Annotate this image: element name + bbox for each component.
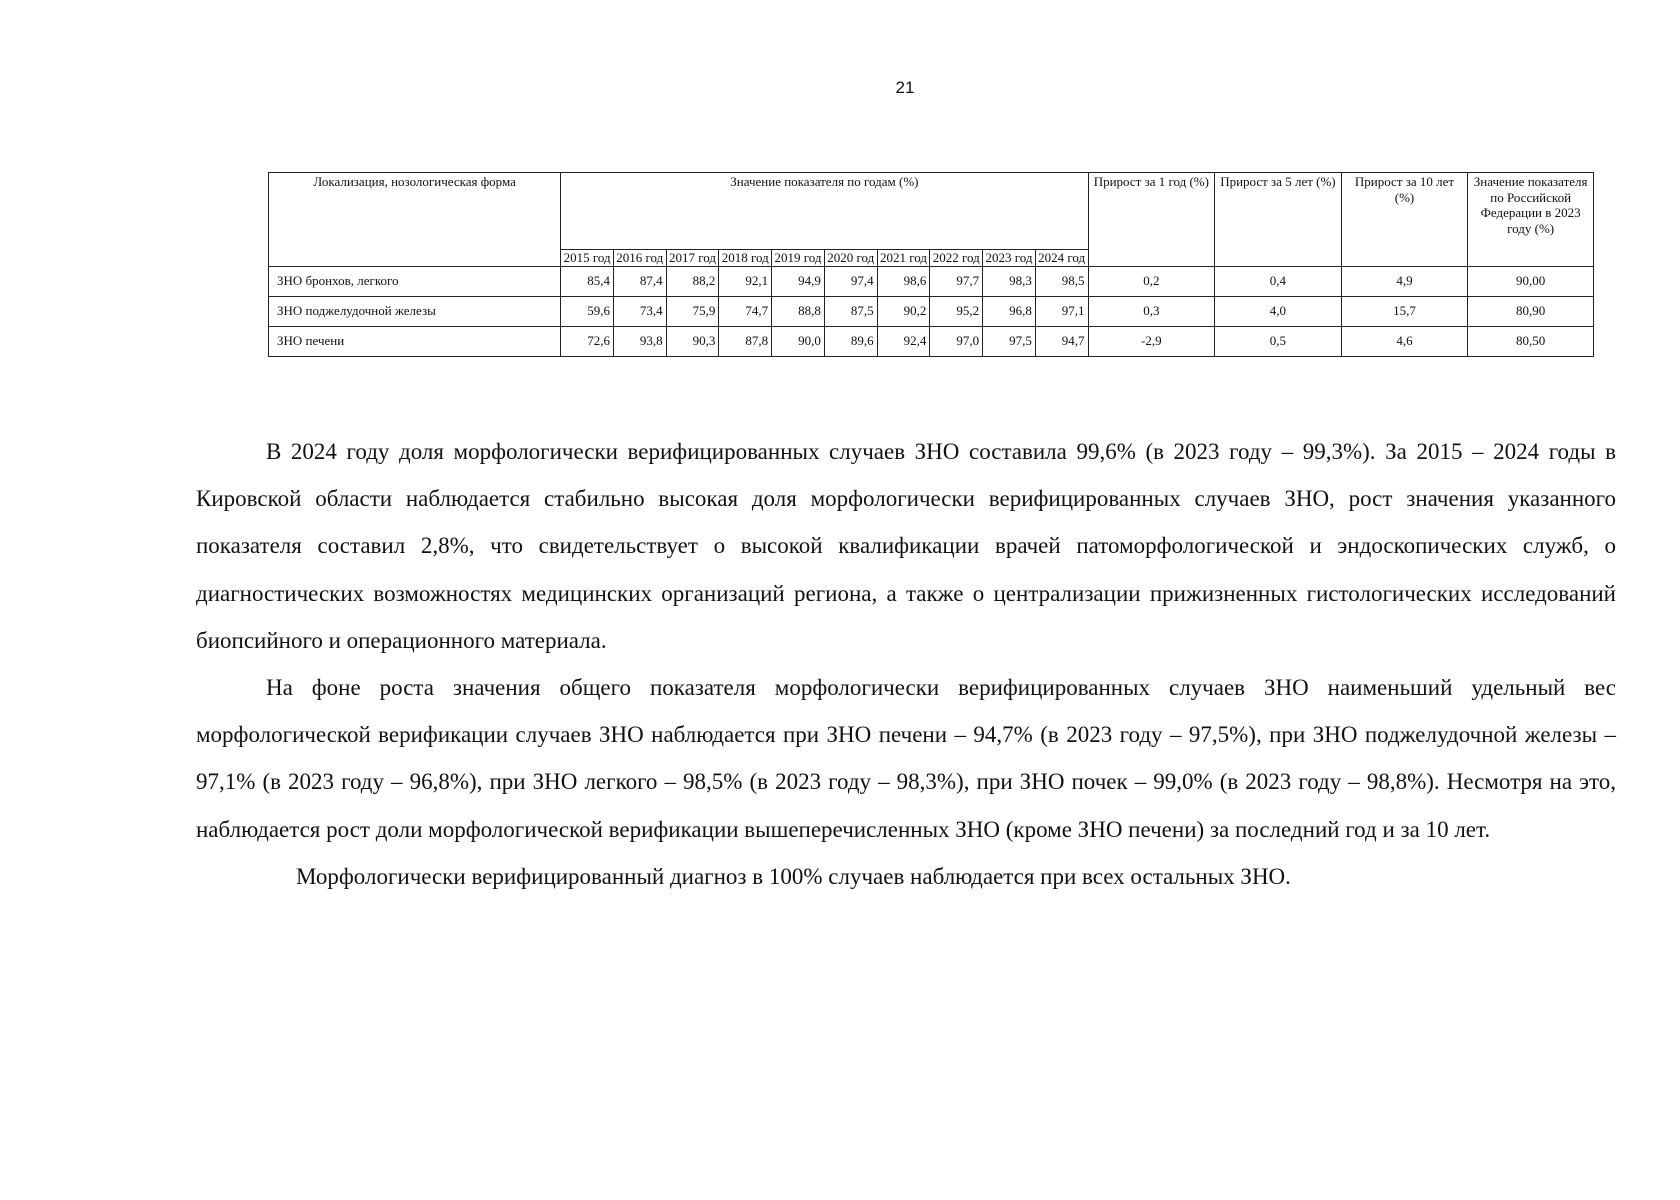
header-growth-5y: Прирост за 5 лет (%)	[1215, 173, 1342, 267]
body-text	[196, 428, 1616, 900]
year-value: 75,9	[666, 296, 719, 326]
year-value: 98,6	[877, 266, 930, 296]
year-header: 2020 год	[824, 250, 877, 267]
table-header-row	[269, 173, 1594, 250]
year-value: 94,7	[1035, 326, 1088, 356]
row-name: ЗНО печени	[269, 326, 561, 356]
growth-10y-value: 4,6	[1341, 326, 1468, 356]
table-row	[269, 326, 1594, 356]
paragraph: В 2024 году доля морфологически верифицированных случаев ЗНО составила 99,6% (в 2023 году – 99,3%). За 2015 – 2024 годы в Кировской области наблюдается стабильно высокая доля морфологически верифицированных случаев ЗНО, рост значения указанного показателя составил 2,8%, что свидетельствует о высокой квалификации врачей патоморфологической и эндоскопических служб, о диагностических возможностях медицинских организаций региона, а также о централизации прижизненных гистологических исследований биопсийного и операционного материала.	[196, 439, 1616, 653]
year-value: 93,8	[613, 326, 666, 356]
header-rf-value: Значение показателя по Российской Федерации в 2023 году (%)	[1468, 173, 1594, 267]
row-name: ЗНО поджелудочной железы	[269, 296, 561, 326]
year-value: 90,2	[877, 296, 930, 326]
rf-value: 80,90	[1468, 296, 1594, 326]
row-name: ЗНО бронхов, легкого	[269, 266, 561, 296]
year-value: 92,4	[877, 326, 930, 356]
year-value: 97,1	[1035, 296, 1088, 326]
growth-10y-value: 4,9	[1341, 266, 1468, 296]
year-header: 2021 год	[877, 250, 930, 267]
year-value: 59,6	[561, 296, 614, 326]
year-value: 97,0	[930, 326, 983, 356]
year-value: 95,2	[930, 296, 983, 326]
year-value: 85,4	[561, 266, 614, 296]
year-value: 88,8	[772, 296, 825, 326]
year-value: 97,7	[930, 266, 983, 296]
header-growth-1y: Прирост за 1 год (%)	[1088, 173, 1215, 267]
year-value: 97,5	[983, 326, 1036, 356]
year-header: 2022 год	[930, 250, 983, 267]
year-header: 2023 год	[983, 250, 1036, 267]
year-header: 2024 год	[1035, 250, 1088, 267]
growth-5y-value: 4,0	[1215, 296, 1342, 326]
year-value: 73,4	[613, 296, 666, 326]
rf-value: 80,50	[1468, 326, 1594, 356]
table-row	[269, 296, 1594, 326]
growth-5y-value: 0,4	[1215, 266, 1342, 296]
year-value: 90,3	[666, 326, 719, 356]
paragraph: На фоне роста значения общего показателя морфологически верифицированных случаев ЗНО наименьший удельный вес морфологической верификации случаев ЗНО наблюдается при ЗНО печени – 94,7% (в 2023 году – 97,5%), при ЗНО поджелудочной железы – 97,1% (в 2023 году – 96,8%), при ЗНО легкого – 98,5% (в 2023 году – 98,3%), при ЗНО почек – 99,0% (в 2023 году – 98,8%). Несмотря на это, наблюдается рост доли морфологической верификации вышеперечисленных ЗНО (кроме ЗНО печени) за последний год и за 10 лет.	[196, 675, 1616, 842]
year-value: 87,8	[719, 326, 772, 356]
year-header: 2015 год	[561, 250, 614, 267]
growth-1y-value: 0,3	[1088, 296, 1215, 326]
year-header: 2019 год	[772, 250, 825, 267]
rf-value: 90,00	[1468, 266, 1594, 296]
year-header: 2016 год	[613, 250, 666, 267]
paragraph: Морфологически верифицированный диагноз в 100% случаев наблюдается при всех остальных ЗНО.	[296, 863, 1291, 889]
growth-5y-value: 0,5	[1215, 326, 1342, 356]
year-value: 72,6	[561, 326, 614, 356]
growth-1y-value: 0,2	[1088, 266, 1215, 296]
year-value: 94,9	[772, 266, 825, 296]
year-value: 98,5	[1035, 266, 1088, 296]
header-localization: Локализация, нозологическая форма	[269, 173, 561, 267]
year-value: 92,1	[719, 266, 772, 296]
growth-1y-value: -2,9	[1088, 326, 1215, 356]
year-value: 87,5	[824, 296, 877, 326]
year-value: 74,7	[719, 296, 772, 326]
header-growth-10y: Прирост за 10 лет (%)	[1341, 173, 1468, 267]
year-value: 90,0	[772, 326, 825, 356]
year-value: 87,4	[613, 266, 666, 296]
year-value: 98,3	[983, 266, 1036, 296]
header-values-by-year: Значение показателя по годам (%)	[561, 173, 1088, 250]
page-number: 21	[895, 78, 915, 97]
year-value: 97,4	[824, 266, 877, 296]
year-value: 96,8	[983, 296, 1036, 326]
year-header: 2017 год	[666, 250, 719, 267]
year-header: 2018 год	[719, 250, 772, 267]
year-value: 88,2	[666, 266, 719, 296]
year-value: 89,6	[824, 326, 877, 356]
growth-10y-value: 15,7	[1341, 296, 1468, 326]
table-row	[269, 266, 1594, 296]
verification-table	[268, 172, 1594, 357]
